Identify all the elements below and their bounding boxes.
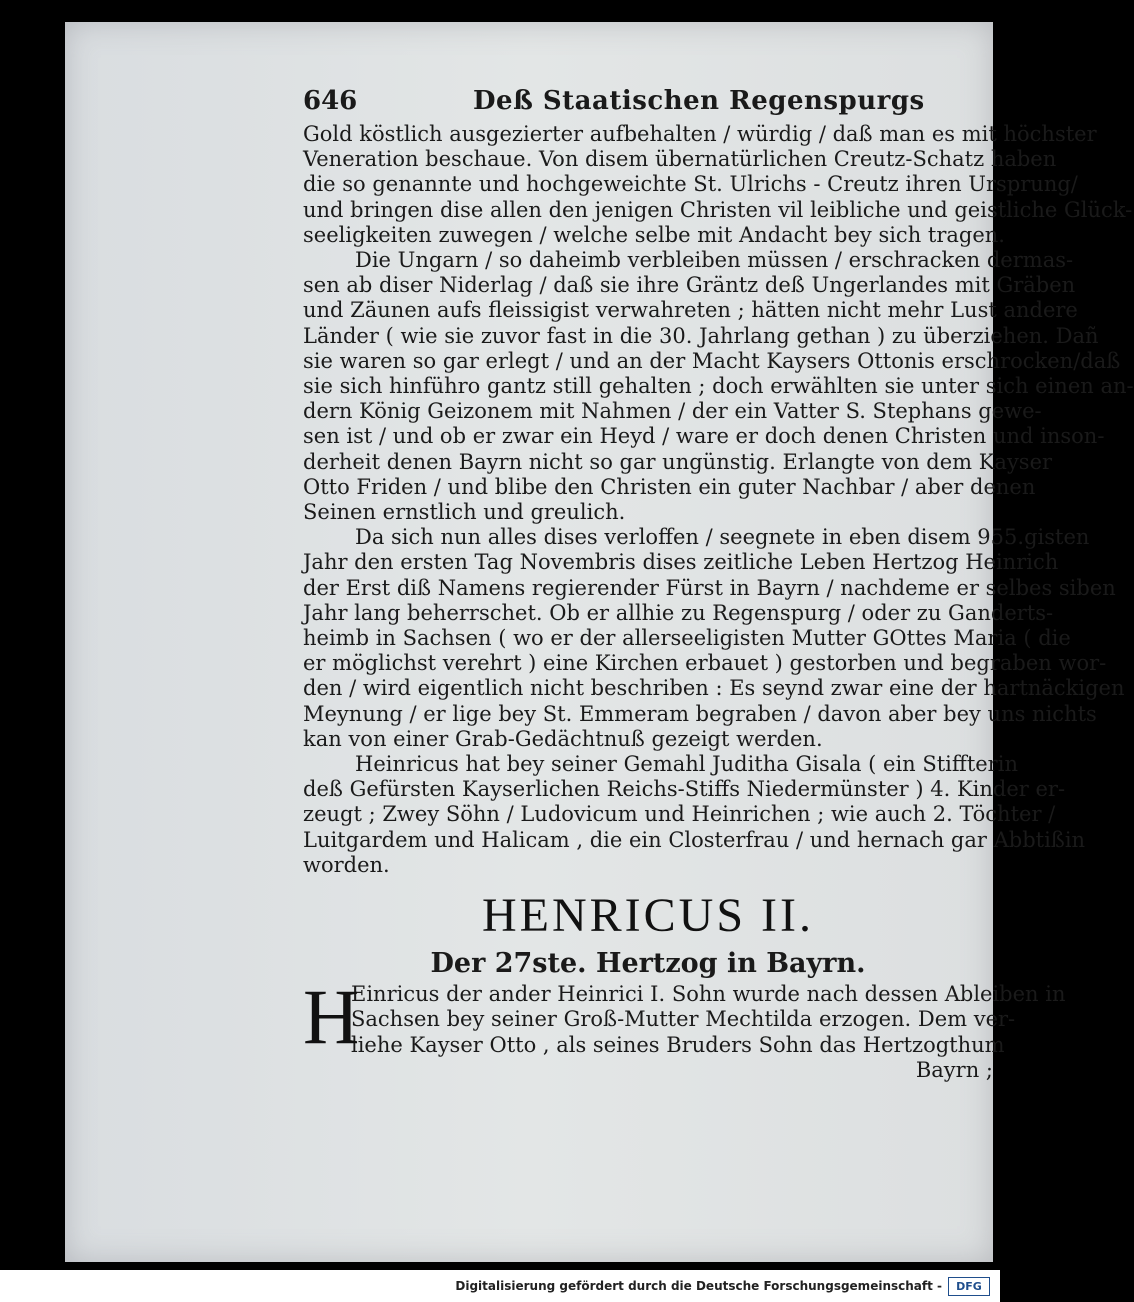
footer-bar <box>0 1270 1000 1302</box>
scanned-page <box>65 22 1134 1262</box>
text-line: derheit denen Bayrn nicht so gar ungünstig. Erlangte von dem Kayser <box>303 449 1053 474</box>
text-line: worden. <box>303 852 390 877</box>
text-line: liehe Kayser Otto , als seines Bruders Sohn das Hertzogthum <box>351 1032 1005 1057</box>
text-line: sen ab diser Niderlag / daß sie ihre Gräntz deß Ungerlandes mit Gräben <box>303 273 1076 298</box>
running-title: Deß Staatischen Regenspurgs <box>473 86 925 116</box>
text-line: Otto Friden / und blibe den Christen ein guter Nachbar / aber denen <box>303 474 1036 499</box>
running-head <box>303 86 993 122</box>
text-line: Gold köstlich ausgezierter aufbehalten / würdig / daß man es mit höchster <box>303 122 1097 146</box>
text-line: Luitgardem und Halicam , die ein Closterfrau / und hernach gar Abbtißin <box>303 827 1086 852</box>
text-line: Seinen ernstlich und greulich. <box>303 500 626 525</box>
text-line: heimb in Sachsen ( wo er der allerseeligisten Mutter GOttes Maria ( die <box>303 626 1071 651</box>
paragraph <box>303 752 1086 878</box>
text-line: sie waren so gar erlegt / und an der Macht Kaysers Ottonis erschrocken/daß <box>303 348 1121 373</box>
text-line: Einricus der ander Heinrici I. Sohn wurde nach dessen Ableiben in <box>351 982 1066 1007</box>
text-line: er möglichst verehrt ) eine Kirchen erbauet ) gestorben und begraben wor- <box>303 651 1107 676</box>
text-line: die so genannte und hochgeweichte St. Ulrichs - Creutz ihren Ursprung/ <box>303 172 1078 197</box>
text-line: und bringen dise allen den jenigen Christen vil leibliche und geistliche Glück- <box>303 197 1133 222</box>
text-line: sie sich hinführo gantz still gehalten ; doch erwählten sie unter sich einen an- <box>303 374 1134 399</box>
section-heading: HENRICUS II. <box>482 889 814 943</box>
text-line: Veneration beschaue. Von disem übernatürlichen Creutz-Schatz haben <box>303 147 1057 172</box>
catchword: Bayrn ; <box>915 1057 993 1082</box>
text-line: sen ist / und ob er zwar ein Heyd / ware er doch denen Christen und inson- <box>303 424 1105 449</box>
text-line: der Erst diß Namens regierender Fürst in Bayrn / nachdeme er selbes siben <box>303 575 1116 600</box>
page-number: 646 <box>303 86 358 116</box>
final-paragraph <box>303 973 1066 1083</box>
text-line: Länder ( wie sie zuvor fast in die 30. Jahrlang gethan ) zu überziehen. Dañ <box>303 323 1099 348</box>
text-line: Jahr lang beherrschet. Ob er allhie zu Regenspurg / oder zu Ganderts- <box>303 600 1054 625</box>
catchword-line <box>303 1058 993 1083</box>
paragraph <box>303 525 1125 752</box>
text-line: Die Ungarn / so daheimb verbleiben müssen / erschracken dermas- <box>355 248 1074 273</box>
dfg-logo-text: DFG <box>956 1280 982 1293</box>
drop-cap-initial: H <box>303 973 360 1061</box>
text-line: Sachsen bey seiner Groß-Mutter Mechtilda erzogen. Dem ver- <box>351 1007 1016 1032</box>
text-line: Jahr den ersten Tag Novembris dises zeitliche Leben Hertzog Heinrich <box>303 550 1059 575</box>
dfg-logo-icon <box>948 1277 990 1296</box>
text-line: den / wird eigentlich nicht beschriben : Es seynd zwar eine der hartnäckigen <box>303 676 1125 701</box>
final-paragraph-text <box>303 973 1066 1061</box>
text-line: zeugt ; Zwey Söhn / Ludovicum und Heinrichen ; wie auch 2. Töchter / <box>303 802 1056 827</box>
text-line: Da sich nun alles dises verloffen / seegnete in eben disem 955.gisten <box>355 525 1090 550</box>
text-line: seeligkeiten zuwegen / welche selbe mit Andacht bey sich tragen. <box>303 222 1005 247</box>
text-line: Meynung / er lige bey St. Emmeram begraben / davon aber bey uns nichts <box>303 701 1097 726</box>
paragraph <box>303 122 1133 248</box>
text-line: Heinricus hat bey seiner Gemahl Juditha Gisala ( ein Stiffterin <box>355 752 1018 777</box>
body-text <box>303 122 1134 878</box>
funding-credit: Digitalisierung gefördert durch die Deutsche Forschungsgemeinschaft - <box>455 1279 942 1293</box>
text-line: deß Gefürsten Kayserlichen Reichs-Stiffs Niedermünster ) 4. Kinder er- <box>303 777 1066 802</box>
text-line: kan von einer Grab-Gedächtnuß gezeigt werden. <box>303 726 823 751</box>
text-line: und Zäunen aufs fleissigist verwahreten ; hätten nicht mehr Lust andere <box>303 298 1078 323</box>
text-line: dern König Geizonem mit Nahmen / der ein Vatter S. Stephans gewe- <box>303 399 1042 424</box>
page-content <box>303 86 1134 1083</box>
section-subheading: Der 27ste. Hertzog in Bayrn. <box>430 948 866 980</box>
paragraph <box>303 248 1134 525</box>
